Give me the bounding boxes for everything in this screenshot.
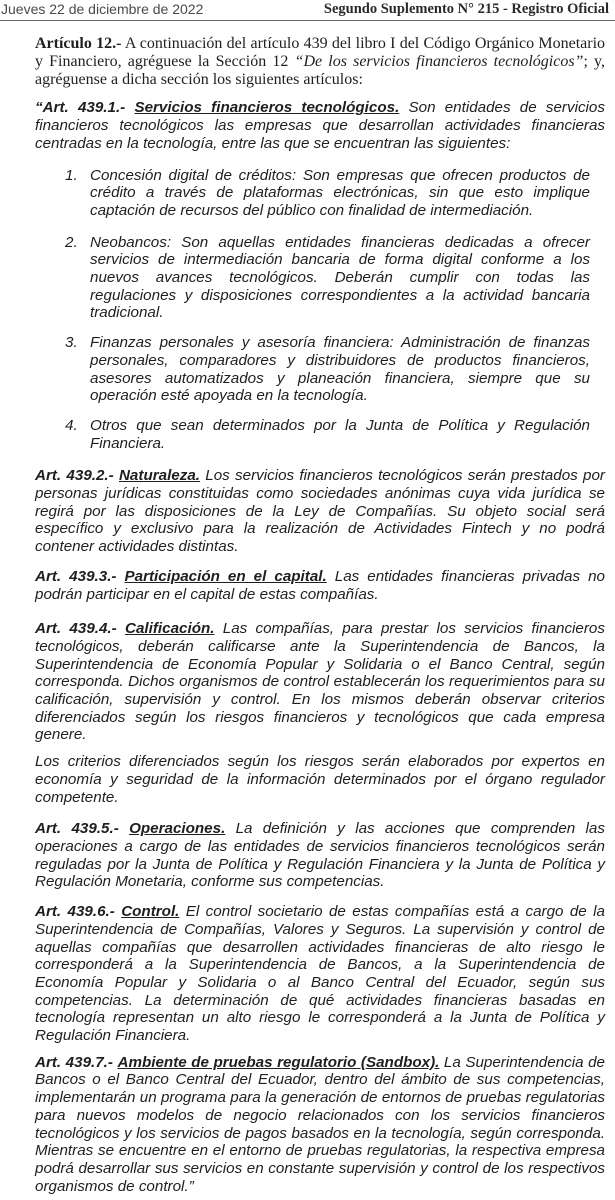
article-label: Art. 439.2.- [35, 467, 114, 485]
article-12-label: Artículo 12.- [35, 35, 122, 52]
article-label: Art. 439.7.- [35, 1053, 113, 1071]
article-439-4 [35, 620, 605, 744]
article-title: Servicios financieros tecnológicos. [134, 99, 400, 117]
article-label: Art. 439.3.- [35, 567, 117, 585]
list-item-text: Concesión digital de créditos: Son empresas que ofrecen productos de crédito a través de plataformas electrónicas, sin que esto implique captación de recursos del público con finalidad de intermediación. [90, 166, 590, 219]
article-439-4-paragraph-2 [35, 753, 605, 806]
article-12-text-after: ; y, agréguense a dicha sección los siguientes artículos: [35, 52, 606, 88]
article-12 [35, 35, 605, 88]
article-text: Los criterios diferenciados según los riesgos serán elaborados por expertos en economía y seguridad de la información determinados por el órgano regulador competente. [35, 753, 605, 806]
article-label: “Art. 439.1.- [35, 99, 126, 117]
header-date: Jueves 22 de diciembre de 2022 [1, 1, 204, 17]
list-item-number: 2. [65, 233, 78, 251]
article-12-text-before: A continuación del artículo 439 del libro I del Código Orgánico Monetario y Financiero, agréguese la Sección 12 [35, 35, 606, 70]
list-item-number: 3. [65, 334, 78, 352]
article-title: Operaciones. [129, 820, 226, 838]
document-body [0, 21, 615, 1195]
article-title: Ambiente de pruebas regulatorio (Sandbox). [117, 1053, 440, 1071]
list-item [65, 417, 590, 452]
article-439-2 [35, 467, 605, 556]
list-item [65, 167, 590, 220]
list-item-text: Neobancos: Son aquellas entidades financieras dedicadas a ofrecer servicios de intermediación bancaria de forma digital conforme a los nuevos avances tecnológicos. Deberán cumplir con todas las regulaciones y disposiciones correspondientes a la actividad bancaria tradicional. [90, 233, 590, 322]
list-item [65, 334, 590, 405]
article-439-6 [35, 903, 605, 1045]
list-item-text: Finanzas personales y asesoría financiera: Administración de finanzas personales, comparadores y distribuidores de productos financieros, asesores automatizados y planeación financiera, siempre que su operación esté apoyada en la tecnología. [90, 334, 590, 405]
article-text: Los servicios financieros tecnológicos serán prestados por personas jurídicas constituidas como sociedades anónimas cuya vida jurídica se regirá por las disposiciones de la Ley de Compañías. Su objeto social será específico y exclusivo para la realización de Actividades Fintech y no podrá contener actividades distintas. [35, 467, 605, 556]
running-header [0, 0, 615, 21]
article-439-7 [35, 1054, 605, 1196]
article-439-1 [35, 99, 605, 152]
article-label: Art. 439.6.- [35, 903, 115, 921]
article-title: Naturaleza. [118, 467, 201, 485]
article-text: La definición y las acciones que comprenden las operaciones a cargo de las entidades de servicios financieros tecnológicos serán reguladas por la Junta de Política y Regulación Financiera y la Junta de Política y Regulación Monetaria, conforme sus competencias. [35, 820, 605, 891]
article-text: Las compañías, para prestar los servicios financieros tecnológicos, deberán calificarse ante la Superintendencia de Bancos, la Superintendencia de Economía Popular y Solidaria o el Banco Central, según corresponda. Dichos organismos de control establecerán los requerimientos para su calificación, supervisión y control. En los mismos deberán observar criterios diferenciados según los riesgos financieros y tecnológicos que cada empresa genere. [35, 620, 605, 744]
article-title: Participación en el capital. [124, 567, 327, 585]
article-text: El control societario de estas compañías está a cargo de la Superintendencia de Compañías, Valores y Seguros. La supervisión y control de aquellas compañías que desarrollen actividades financieras de alto riesgo le corresponderá a la Superintendencia de Bancos, a la Superintendencia de Economía Popular y Solidaria o al Banco Central del Ecuador, según sus competencias. La determinación de qué actividades financieras basadas en tecnología representan un alto riesgo le corresponderá a la Junta de Política y Regulación Financiera. [35, 903, 605, 1045]
article-label: Art. 439.4.- [35, 620, 117, 638]
list-item-number: 4. [65, 416, 78, 434]
article-text: Son entidades de servicios financieros tecnológicos las empresas que desarrollan actividades financieras centradas en la tecnología, entre las que se encuentran las siguientes: [35, 99, 605, 152]
article-label: Art. 439.5.- [35, 820, 119, 838]
article-text: La Superintendencia de Bancos o el Banco Central del Ecuador, dentro del ámbito de sus competencias, implementarán un programa para la generación de entornos de pruebas regulatorias para nuevos modelos de negocio relacionados con los servicios financieros tecnológicos y los servicios de pagos basados en la tecnología, según corresponda. Mientras se encuentre en el entorno de pruebas regulatorias, la respectiva empresa podrá desarrollar sus servicios en constante supervisión y control de los respectivos organismos de control.” [35, 1053, 605, 1195]
article-439-5 [35, 820, 605, 891]
list-item-text: Otros que sean determinados por la Junta de Política y Regulación Financiera. [90, 416, 590, 452]
header-publication: Segundo Suplemento N° 215 - Registro Oficial [323, 1, 609, 17]
section-title: “De los servicios financieros tecnológicos” [294, 52, 584, 70]
article-text: Las entidades financieras privadas no podrán participar en el capital de estas compañías. [35, 567, 605, 603]
list-item [65, 234, 590, 323]
article-title: Control. [121, 903, 180, 921]
article-title: Calificación. [125, 620, 215, 638]
list-item-number: 1. [65, 166, 78, 184]
article-439-3 [35, 568, 605, 603]
